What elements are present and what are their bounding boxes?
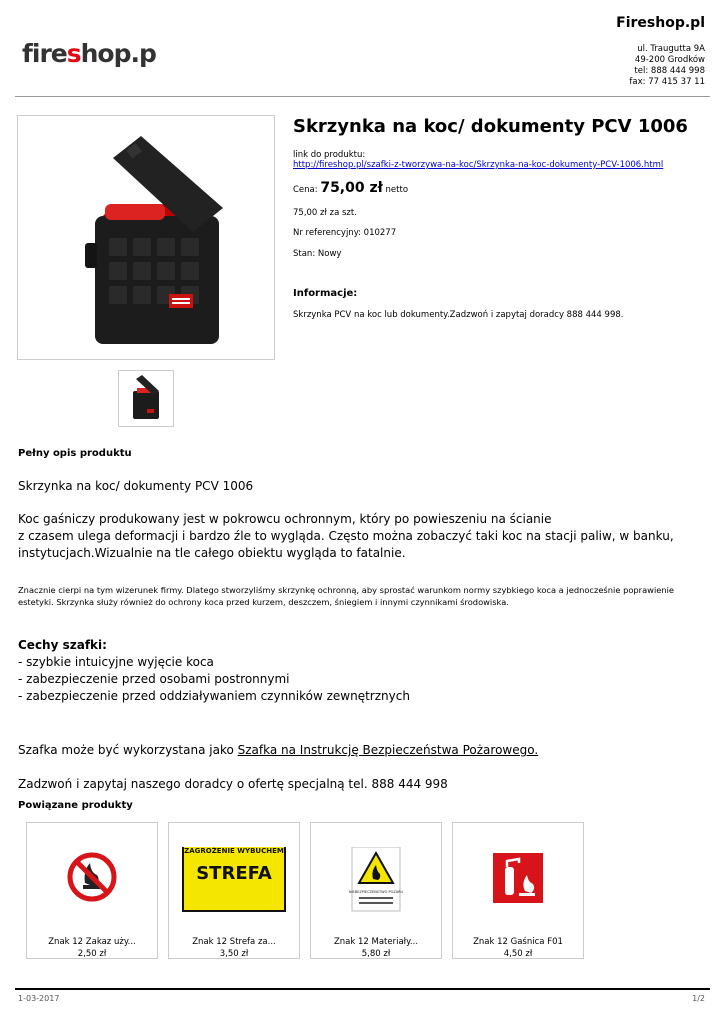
header-divider — [15, 96, 710, 97]
description-heading: Pełny opis produktu — [18, 448, 132, 459]
reference-label: Nr referencyjny: — [293, 228, 361, 238]
feature-item: - zabezpieczenie przed oddziaływaniem czynników zewnętrznych — [18, 689, 410, 703]
state-row — [293, 249, 341, 259]
instruction-cabinet-link[interactable]: Szafka na Instrukcję Bezpieczeństwa Pożarowego. — [237, 743, 539, 757]
features-list — [18, 654, 410, 705]
price-value: 75,00 zł — [320, 180, 383, 196]
feature-item: - zabezpieczenie przed osobami postronnymi — [18, 672, 290, 686]
price-label: Cena: — [293, 185, 318, 195]
related-product-price: 2,50 zł — [77, 949, 107, 959]
product-main-image[interactable] — [17, 115, 275, 360]
svg-text:fireshop.pl: fireshop.pl — [22, 39, 156, 68]
related-heading: Powiązane produkty — [18, 800, 133, 811]
svg-text:NIEBEZPIECZEŃSTWO POŻARU: NIEBEZPIECZEŃSTWO POŻARU — [348, 890, 404, 894]
svg-text:STREFA: STREFA — [196, 863, 272, 884]
flammable-warning-sign-icon — [311, 847, 441, 917]
related-product-card[interactable] — [26, 822, 158, 959]
product-title: Skrzynka na koc/ dokumenty PCV 1006 — [293, 116, 688, 137]
description-paragraph-1: Koc gaśniczy produkowany jest w pokrowcu ochronnym, który po powieszeniu na ścianie z czasem ulega deformacji i bardzo źle to wygląda. Często można zobaczyć taki koc na stacji paliw, w banku, instytucjach.Wizualnie na tle całego obiektu wygląda to fatalnie. — [18, 512, 674, 560]
product-link[interactable]: http://fireshop.pl/szafki-z-tworzywa-na-koc/Skrzynka-na-koc-dokumenty-PCV-1006.html — [293, 160, 664, 170]
explosion-zone-sign-icon — [169, 847, 299, 917]
shop-name: Fireshop.pl — [616, 15, 705, 31]
no-fire-sign-icon — [27, 847, 157, 917]
price-suffix: netto — [385, 185, 409, 195]
fireshop-logo[interactable] — [22, 36, 156, 68]
related-product-price: 5,80 zł — [361, 949, 391, 959]
footer-divider — [15, 988, 710, 990]
usage-line: Szafka może być wykorzystana jako Szafka na Instrukcję Bezpieczeństwa Pożarowego. — [18, 743, 539, 757]
unit-price: 75,00 zł za szt. — [293, 208, 357, 218]
price-row — [293, 180, 408, 196]
related-product-name[interactable]: Znak 12 Strefa za... — [192, 937, 276, 947]
reference-row — [293, 228, 396, 238]
description-title: Skrzynka na koc/ dokumenty PCV 1006 — [18, 479, 254, 493]
info-text: Skrzynka PCV na koc lub dokumenty.Zadzwoń i zapytaj doradcy 888 444 998. — [293, 310, 624, 320]
features-heading: Cechy szafki: — [18, 638, 107, 652]
call-line: Zadzwoń i zapytaj naszego doradcy o ofertę specjalną tel. 888 444 998 — [18, 777, 448, 791]
related-product-card[interactable] — [168, 822, 300, 959]
reference-value: 010277 — [363, 228, 397, 238]
svg-text:ZAGROŻENIE WYBUCHEM: ZAGROŻENIE WYBUCHEM — [184, 847, 284, 855]
footer-page-number: 1/2 — [692, 994, 705, 1003]
feature-item: - szybkie intuicyjne wyjęcie koca — [18, 655, 214, 669]
product-link-label: link do produktu: — [293, 150, 366, 160]
related-product-price: 4,50 zł — [503, 949, 533, 959]
related-product-card[interactable] — [452, 822, 584, 959]
fire-extinguisher-sign-icon — [453, 847, 583, 917]
footer-date: 1-03-2017 — [18, 994, 60, 1003]
related-product-name[interactable]: Znak 12 Gaśnica F01 — [473, 937, 563, 947]
info-heading: Informacje: — [293, 288, 358, 299]
description-paragraph-2: Znacznie cierpi na tym wizerunek firmy. Dlatego stworzyliśmy skrzynkę ochronną, aby sprostać warunkom normy szybkiego koca a jednocześnie poprawienie estetyki. Skrzynka służy również do ochrony koca przed kurzem, deszczem, śniegiem i innymi czynnikami środowiska. — [18, 585, 675, 607]
state-label: Stan: — [293, 249, 316, 259]
related-product-name[interactable]: Znak 12 Materiały... — [333, 937, 419, 947]
state-value: Nowy — [317, 249, 342, 259]
product-thumbnail[interactable] — [118, 370, 174, 427]
related-product-price: 3,50 zł — [219, 949, 249, 959]
related-product-card[interactable] — [310, 822, 442, 959]
related-product-name[interactable]: Znak 12 Zakaz uży... — [48, 937, 136, 947]
shop-address: ul. Traugutta 9A 49-200 Grodków tel: 888 444 998 fax: 77 415 37 11 — [629, 44, 705, 87]
